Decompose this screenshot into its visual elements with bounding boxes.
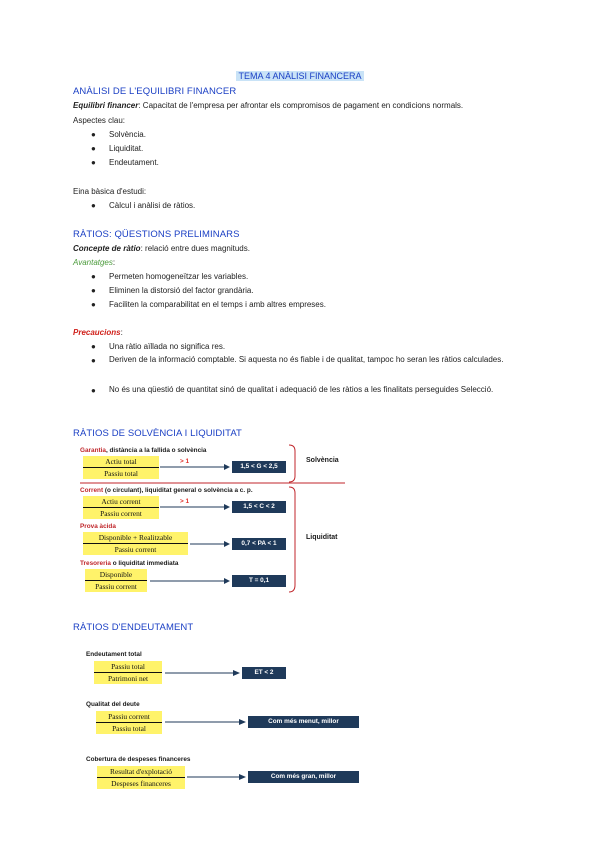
page-title: TEMA 4 ANÀLISI FINANCERA: [238, 71, 362, 81]
liquiditat-bracket: [289, 487, 295, 592]
section-heading-preliminars: RÀTIOS: QÜESTIONS PRELIMINARS: [73, 229, 240, 240]
definition-text: : Capacitat de l'empresa per afrontar els compromisos de pagament en condicions normals.: [138, 101, 464, 110]
prova-acida-label: Prova àcida: [80, 523, 116, 530]
section-heading-solvencia: RÀTIOS DE SOLVÈNCIA I LIQUIDITAT: [73, 428, 242, 439]
qualitat-deute-box: Com més menut, millor: [248, 716, 359, 728]
definition-text: : relació entre dues magnituds.: [140, 244, 250, 253]
prova-acida-range-box: 0,7 < PA < 1: [232, 538, 286, 550]
corrent-threshold: > 1: [180, 498, 190, 505]
solvencia-label: Solvència: [306, 457, 339, 464]
definition-term: Concepte de ràtio: [73, 244, 141, 253]
endeutament-total-box: ET < 2: [242, 667, 286, 679]
garantia-formula: Actiu total Passiu total: [83, 456, 159, 479]
corrent-range-box: 1,5 < C < 2: [232, 501, 286, 513]
tresoreria-range-box: T = 0,1: [232, 575, 286, 587]
precautions-label: Precaucions:: [73, 328, 123, 337]
tool-label: Eina bàsica d'estudi:: [73, 187, 147, 196]
advantages-label: Avantatges:: [73, 258, 116, 267]
qualitat-deute-formula: Passiu corrent Passiu total: [96, 711, 162, 734]
endeutament-total-formula: Passiu total Patrimoni net: [94, 661, 162, 684]
garantia-threshold: > 1: [180, 458, 190, 465]
liquiditat-label: Liquiditat: [306, 534, 338, 541]
cobertura-label: Cobertura de despeses financeres: [86, 756, 191, 763]
aspects-label: Aspectes clau:: [73, 116, 126, 125]
definition-term: Equilibri financer: [73, 101, 139, 110]
prova-acida-formula: Disponible + Realitzable Passiu corrent: [83, 532, 188, 555]
cobertura-box: Com més gran, millor: [248, 771, 359, 783]
tresoreria-label: Tresoreria o liquiditat immediata: [80, 560, 179, 567]
solvencia-bracket: [289, 445, 295, 482]
qualitat-deute-label: Qualitat del deute: [86, 701, 140, 708]
section-heading-endeutament: RÀTIOS D'ENDEUTAMENT: [73, 622, 194, 633]
tresoreria-formula: Disponible Passiu corrent: [85, 569, 147, 592]
corrent-label: Corrent (o circulant), liquiditat general o solvència a c. p.: [80, 487, 253, 494]
cobertura-formula: Resultat d'explotació Despeses financeres: [97, 766, 185, 789]
corrent-formula: Actiu corrent Passiu corrent: [83, 496, 159, 519]
endeutament-total-label: Endeutament total: [86, 651, 142, 658]
garantia-label: Garantia, distància a la fallida o solvència: [80, 447, 207, 454]
section-heading-equilibri: ANÀLISI DE L'EQUILIBRI FINANCER: [73, 86, 237, 97]
garantia-range-box: 1,5 < G < 2,5: [232, 461, 286, 473]
